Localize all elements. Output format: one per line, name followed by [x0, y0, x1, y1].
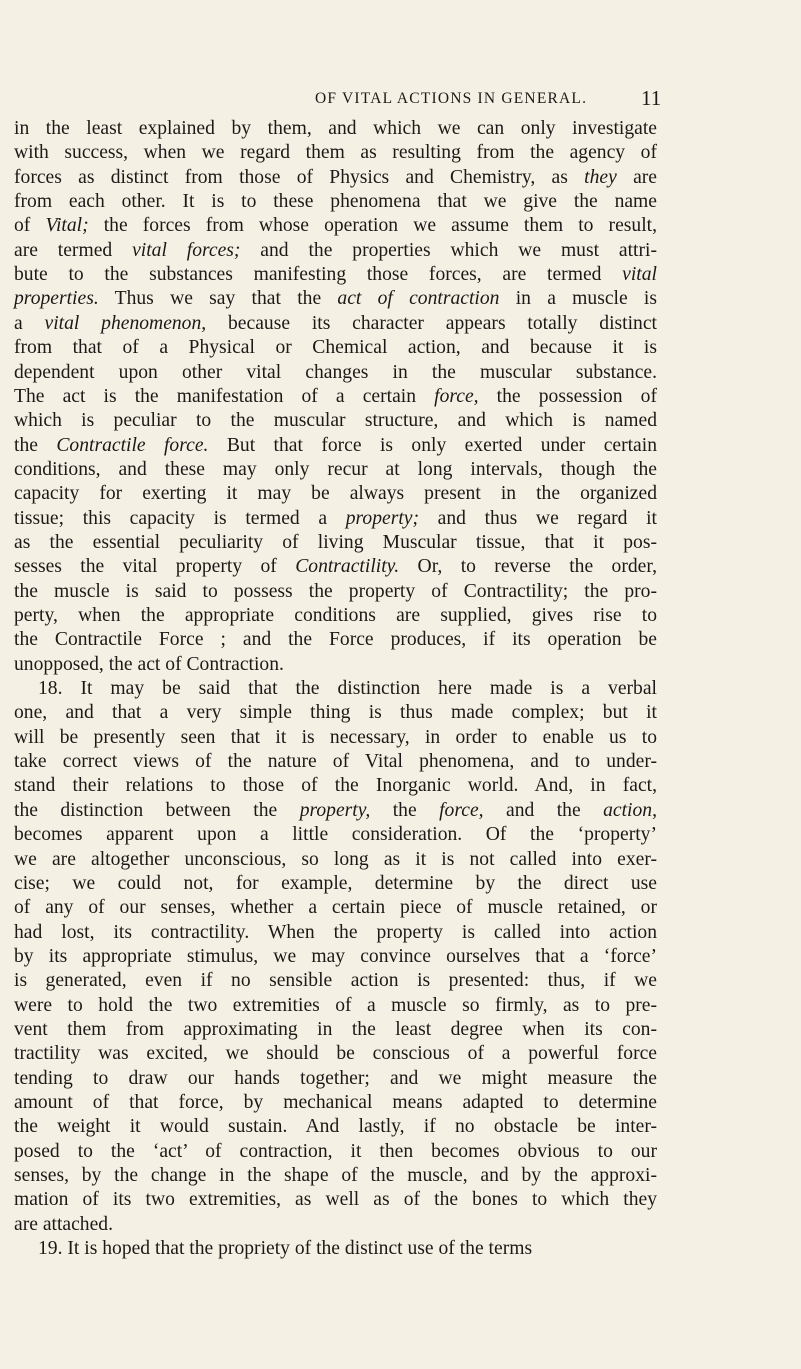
text-line: [14, 1042, 657, 1066]
text-segment: the distinction between the: [14, 799, 300, 821]
text-line: [14, 994, 657, 1018]
text-segment: dependent upon other vital changes in the muscular substance.: [14, 361, 657, 383]
text-segment: by its appropriate stimulus, we may convince ourselves that a ‘force’: [14, 945, 657, 967]
text-segment: amount of that force, by mechanical means adapted to determine: [14, 1092, 657, 1113]
text-segment: are termed: [14, 239, 133, 261]
text-line: [14, 287, 657, 311]
text-line: [14, 726, 657, 750]
text-line: [14, 701, 657, 725]
text-line: [14, 239, 657, 263]
text-line: [14, 896, 657, 920]
text-segment: from that of a Physical or Chemical action, and because it is: [14, 337, 657, 359]
text-segment: are attached.: [14, 1213, 113, 1235]
text-segment: the weight it would sustain. And lastly, if no obstacle be inter-: [14, 1116, 657, 1138]
italic-text: property;: [345, 507, 420, 529]
text-segment: will be presently seen that it is necessary, in order to enable us to: [14, 726, 657, 748]
text-line: [14, 969, 657, 993]
italic-text: vital forces;: [132, 239, 241, 261]
text-line: [14, 312, 657, 336]
text-line: [14, 190, 657, 214]
text-segment: the Contractile Force ; and the Force produces, if its operation be: [14, 629, 657, 651]
text-segment: cise; we could not, for example, determine by the direct use: [14, 872, 657, 894]
text-segment: perty, when the appropriate conditions are supplied, gives rise to: [14, 605, 657, 626]
italic-text: Contractility.: [295, 556, 400, 578]
text-line: [14, 945, 657, 969]
running-head-title: OF VITAL ACTIONS IN GENERAL.: [315, 90, 588, 107]
text-segment: of any of our senses, whether a certain piece of muscle retained, or: [14, 897, 657, 919]
text-segment: stand their relations to those of the Inorganic world. And, in fact,: [14, 775, 657, 797]
text-segment: had lost, its contractility. When the property is called into action: [14, 921, 657, 943]
text-segment: tending to draw our hands together; and we might measure the: [14, 1067, 657, 1089]
text-segment: with success, when we regard them as resulting from the agency of: [14, 142, 657, 164]
text-segment: Thus we say that the: [98, 288, 338, 310]
text-segment: the: [370, 799, 440, 821]
text-line: [14, 336, 657, 360]
text-segment: becomes apparent upon a little consideration. Of the ‘property’: [14, 824, 657, 846]
text-segment: and the properties which we must attri-: [240, 239, 657, 261]
text-segment: But that force is only exerted under certain: [208, 434, 657, 456]
text-segment: the muscle is said to possess the property of Contractility; the pro-: [14, 580, 657, 602]
text-segment: are: [616, 166, 657, 188]
text-line: [14, 1213, 657, 1237]
text-line: [38, 1237, 657, 1261]
text-segment: from each other. It is to these phenomena that we give the name: [14, 191, 657, 213]
page-number: 11: [641, 86, 662, 110]
text-line: [14, 1018, 657, 1042]
text-segment: and thus we regard it: [419, 507, 657, 529]
italic-text: property,: [299, 799, 371, 821]
text-segment: as the essential peculiarity of living Muscular tissue, that it pos-: [14, 531, 657, 553]
text-segment: Or, to reverse the order,: [399, 556, 657, 578]
text-segment: were to hold the two extremities of a muscle so firmly, as to pre-: [14, 994, 657, 1016]
italic-text: Vital;: [45, 215, 89, 237]
text-line: [14, 458, 657, 482]
italic-text: vital phenomenon,: [44, 312, 207, 334]
text-segment: vent them from approximating in the least degree when its con-: [14, 1018, 657, 1040]
text-line: [14, 628, 657, 652]
italic-text: properties.: [14, 288, 99, 310]
italic-text: force,: [434, 385, 479, 407]
text-line: [14, 166, 657, 190]
text-line: [14, 580, 657, 604]
italic-text: force,: [439, 799, 484, 821]
text-segment: tissue; this capacity is termed a: [14, 507, 346, 529]
text-segment: 18. It may be said that the distinction here made is a verbal: [38, 678, 657, 700]
text-line: [14, 482, 657, 506]
text-line: [14, 434, 657, 458]
italic-text: act of contraction: [337, 288, 500, 310]
text-line: [14, 531, 657, 555]
text-segment: sesses the vital property of: [14, 556, 296, 578]
text-line: [14, 1115, 657, 1139]
text-segment: the possession of: [478, 385, 657, 407]
text-segment: the forces from whose operation we assume them to result,: [88, 215, 657, 237]
text-line: [38, 677, 657, 701]
italic-text: action,: [603, 799, 657, 821]
text-segment: tractility was excited, we should be conscious of a powerful force: [14, 1043, 657, 1065]
text-line: [14, 604, 657, 628]
text-line: [14, 774, 657, 798]
text-segment: in a muscle is: [499, 288, 658, 310]
text-segment: posed to the ‘act’ of contraction, it then becomes obvious to our: [14, 1140, 657, 1162]
text-segment: capacity for exerting it may be always present in the organized: [14, 483, 657, 505]
text-line: [14, 823, 657, 847]
text-segment: forces as distinct from those of Physics and Chemistry, as: [14, 166, 585, 188]
text-segment: mation of its two extremities, as well as of the bones to which they: [14, 1189, 657, 1211]
text-segment: unopposed, the act of Contraction.: [14, 653, 284, 675]
italic-text: they: [584, 166, 617, 188]
text-segment: in the least explained by them, and which we can only investigate: [14, 118, 657, 139]
text-line: [14, 214, 657, 238]
text-segment: conditions, and these may only recur at long intervals, though the: [14, 458, 657, 480]
text-segment: senses, by the change in the shape of the muscle, and by the approxi-: [14, 1165, 657, 1187]
text-line: [14, 653, 657, 677]
text-segment: the: [14, 434, 57, 456]
text-line: [14, 921, 657, 945]
text-line: [14, 750, 657, 774]
text-line: [14, 1140, 657, 1164]
text-line: [14, 555, 657, 579]
running-head: [0, 86, 801, 114]
text-line: [14, 263, 657, 287]
text-line: [14, 507, 657, 531]
text-line: [14, 848, 657, 872]
text-line: [14, 141, 657, 165]
text-segment: is generated, even if no sensible action is presented: thus, if we: [14, 970, 657, 992]
text-line: [14, 872, 657, 896]
text-segment: and the: [483, 799, 604, 821]
text-line: [14, 409, 657, 433]
text-line: [14, 1164, 657, 1188]
text-segment: of: [14, 215, 46, 237]
text-line: [14, 361, 657, 385]
italic-text: vital: [622, 264, 657, 286]
text-segment: we are altogether unconscious, so long as it is not called into exer-: [14, 848, 657, 870]
text-line: [14, 385, 657, 409]
text-segment: because its character appears totally distinct: [206, 312, 657, 334]
text-segment: one, and that a very simple thing is thus made complex; but it: [14, 702, 657, 724]
text-line: [14, 1067, 657, 1091]
text-segment: The act is the manifestation of a certain: [14, 385, 435, 407]
text-line: [14, 1091, 657, 1115]
text-segment: bute to the substances manifesting those forces, are termed: [14, 264, 623, 286]
text-segment: take correct views of the nature of Vital phenomena, and to under-: [14, 751, 657, 773]
text-line: [14, 1188, 657, 1212]
text-segment: which is peculiar to the muscular structure, and which is named: [14, 410, 657, 432]
text-segment: 19. It is hoped that the propriety of the distinct use of the terms: [38, 1238, 533, 1260]
text-line: [14, 799, 657, 823]
text-segment: a: [14, 312, 45, 334]
text-line: [14, 117, 657, 141]
italic-text: Contractile force.: [56, 434, 209, 456]
